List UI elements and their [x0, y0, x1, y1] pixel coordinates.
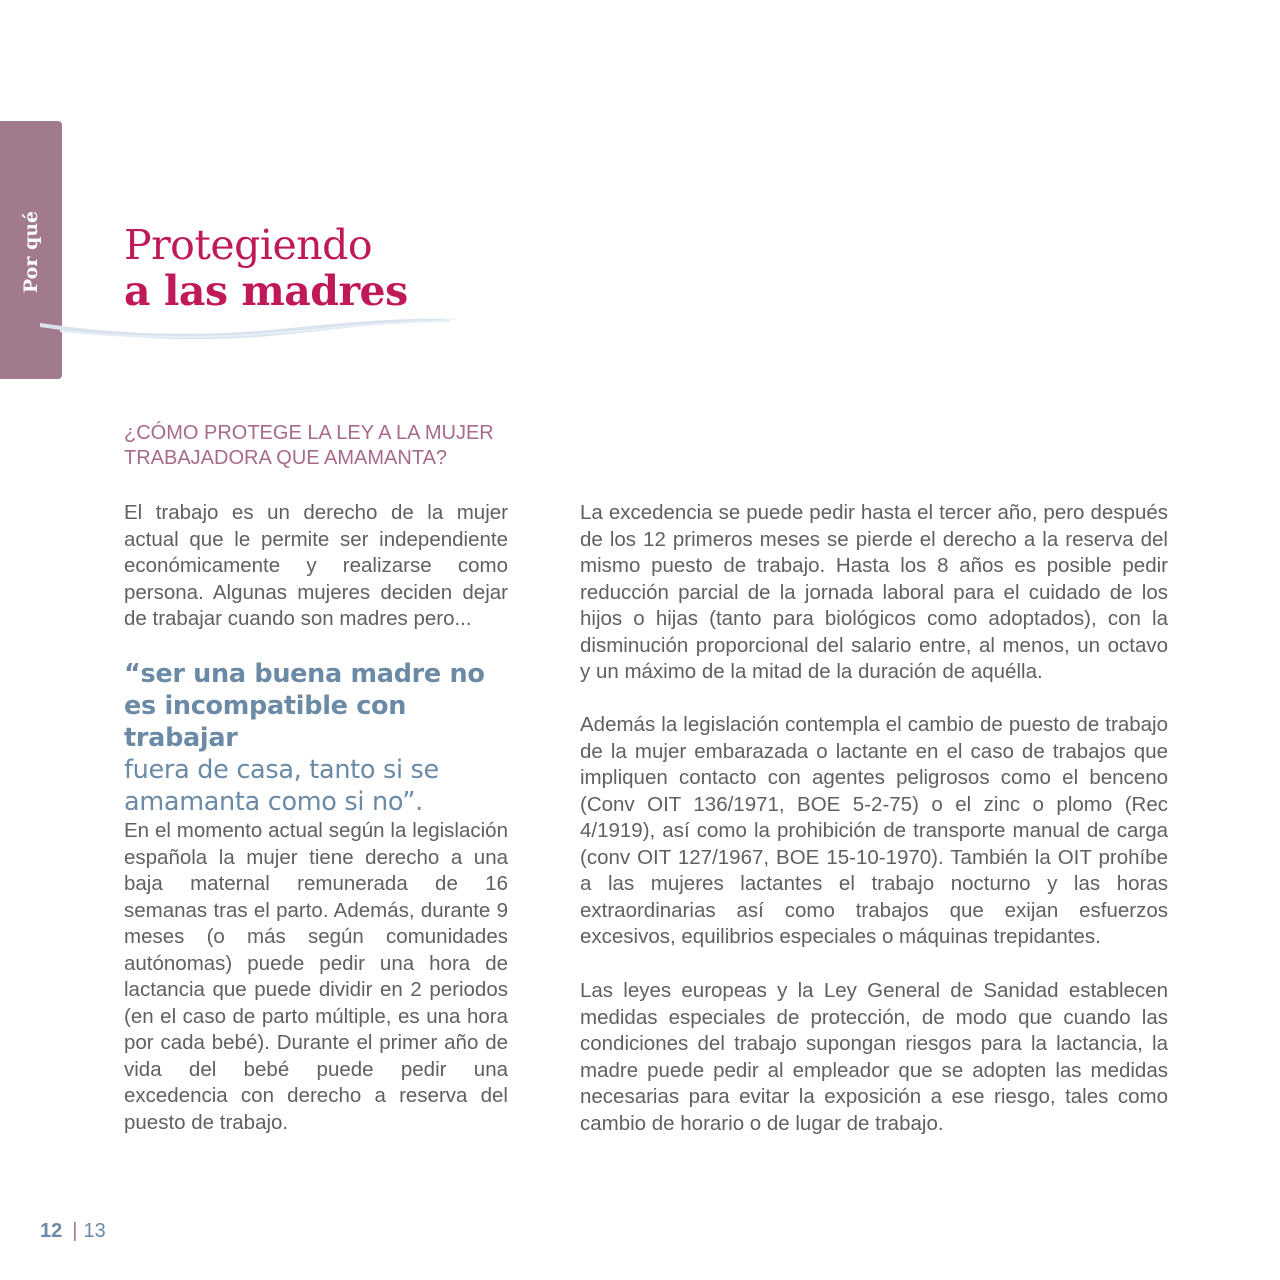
excedencia-paragraph: La excedencia se puede pedir hasta el tercer año, pero después de los 12 primeros meses se pierde el derecho a la reserva del mismo puesto de trabajo. Hasta los 8 años es posible pedir reducción parcial de la jornada laboral para el cuidado de los hijos o hijas (tanto para biológicos como adoptados), con la disminución proporcional del salario entre, al menos, un octavo y un máximo de la mitad de la duración de aquélla.: [580, 501, 1168, 683]
quote-line-4: amamanta como si no”.: [124, 787, 423, 817]
decorative-swoosh: [40, 305, 460, 345]
quote-line-2: es incompatible con trabajar: [124, 691, 407, 753]
page-separator: |: [72, 1220, 78, 1242]
next-page-number: 13: [83, 1220, 106, 1242]
leyes-europeas-paragraph: Las leyes europeas y la Ley General de Sanidad establecen medidas especiales de protección, de modo que cuando las condiciones del trabajo supongan riesgos para la lactancia, la madre puede pedir al empleador que se adopten las medidas necesarias para evitar la exposición a ese riesgo, tales como cambio de horario o de lugar de trabajo.: [580, 979, 1168, 1135]
current-page-number: 12: [40, 1220, 63, 1242]
quote-line-3: fuera de casa, tanto si se: [124, 755, 439, 785]
title-line-1: Protegiendo: [124, 221, 373, 269]
quote-line-1: “ser una buena madre no: [124, 659, 485, 689]
legislation-paragraph: En el momento actual según la legislación española la mujer tiene derecho a una baja maternal remunerada de 16 semanas tras el parto. Además, durante 9 meses (o más según comunidades autónomas) puede pedir una hora de lactancia que puede dividir en 2 periodos (en el caso de parto múltiple, es una hora por cada bebé). Durante el primer año de vida del bebé puede pedir una excedencia con derecho a reserva del puesto de trabajo.: [124, 819, 508, 1134]
section-question: [124, 421, 514, 471]
question-line-1: ¿CÓMO PROTEGE LA LEY A LA MUJER: [124, 422, 494, 444]
page-numbers: [40, 1220, 106, 1243]
pull-quote: [124, 658, 524, 818]
section-tab-label: Por qué: [20, 210, 42, 294]
cambio-puesto-paragraph: Además la legislación contempla el cambio de puesto de trabajo de la mujer embarazada o lactante en el caso de trabajos que impliquen contacto con agentes peligrosos como el benceno (Conv OIT 136/1971, BOE 5-2-75) o el zinc o plomo (Rec 4/1919), así como la prohibición de transporte manual de carga (conv OIT 127/1967, BOE 15-10-1970). También la OIT prohíbe a las mujeres lactantes el trabajo nocturno y las horas extraordinarias así como trabajos que exijan esfuerzos excesivos, equilibrios especiales o máquinas trepidantes.: [580, 713, 1168, 948]
question-line-2: TRABAJADORA QUE AMAMANTA?: [124, 447, 448, 469]
page-title: [124, 222, 408, 314]
intro-paragraph: El trabajo es un derecho de la mujer actual que le permite ser independiente económicamente y realizarse como persona. Algunas mujeres deciden dejar de trabajar cuando son madres pero...: [124, 501, 508, 630]
title-line-2: a las madres: [124, 267, 408, 315]
